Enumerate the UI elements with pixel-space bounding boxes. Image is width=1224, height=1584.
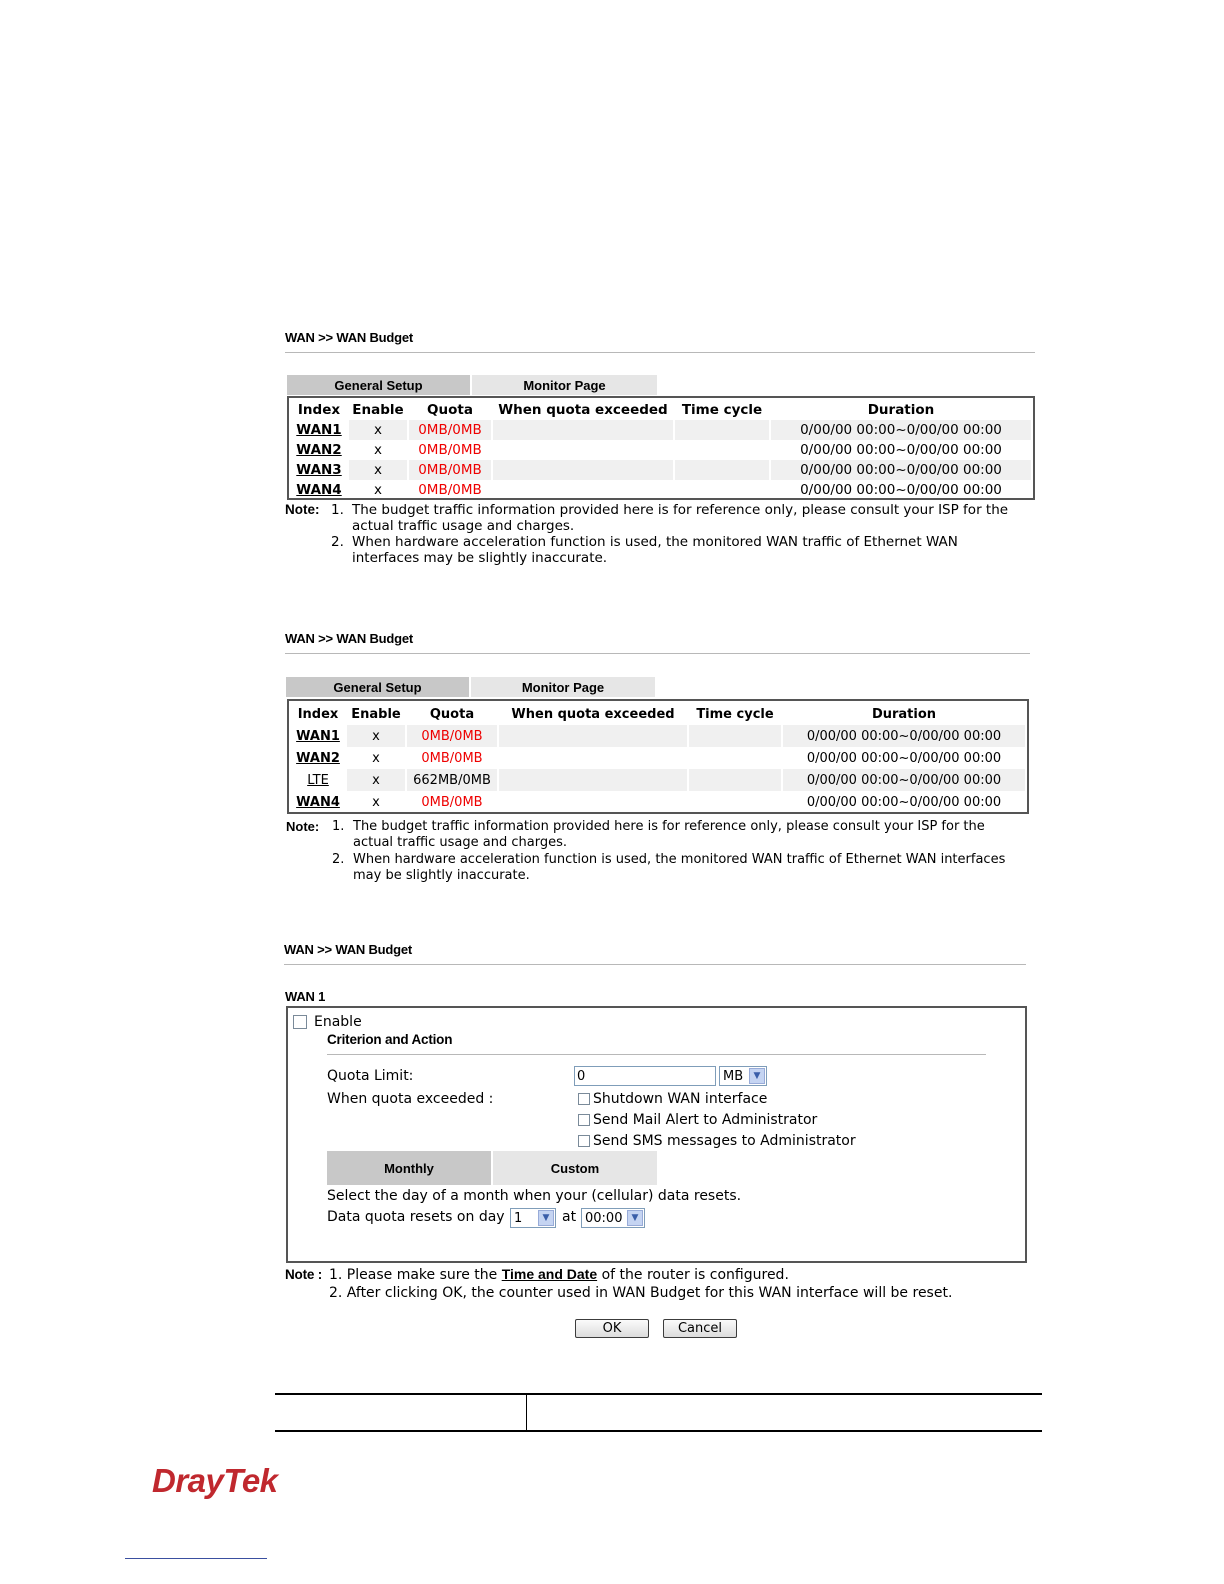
action-cell [493,480,673,500]
breadcrumb: WAN >> WAN Budget [285,631,414,646]
lte-link[interactable]: LTE [307,772,329,788]
footer-link-underline [125,1558,267,1559]
enable-cell: x [349,420,407,440]
col-duration: Duration [871,706,937,722]
divider [284,964,1026,965]
enable-cell: x [374,442,382,458]
action-cell [499,747,687,769]
footer-rule-top [275,1393,1042,1395]
when-exceeded-label: When quota exceeded : [327,1091,494,1107]
cycle-cell [689,791,781,813]
quota-limit-input[interactable]: 0 [574,1066,716,1086]
action-cell [499,725,687,747]
section-title: WAN 1 [285,989,326,1004]
quota-cell: 0MB/0MB [407,725,497,747]
col-index: Index [297,402,341,418]
col-enable: Enable [351,706,401,722]
note-text: interfaces may be slightly inaccurate. [352,550,608,566]
wan-link[interactable]: WAN3 [296,462,342,478]
action-option[interactable] [578,1133,856,1149]
chevron-down-icon: ▼ [749,1068,765,1084]
duration-cell: 0/00/00 00:00~0/00/00 00:00 [806,750,1002,766]
quota-limit-label: Quota Limit: [327,1068,414,1084]
enable-row [293,1014,362,1030]
quota-cell: 0MB/0MB [418,442,482,458]
note-label: Note: [286,819,320,834]
cancel-button[interactable]: Cancel [663,1319,737,1338]
duration-cell: 0/00/00 00:00~0/00/00 00:00 [771,460,1031,480]
tab-monthly[interactable]: Monthly [327,1151,491,1185]
quota-cell: 662MB/0MB [407,769,497,791]
select-day-text: Select the day of a month when your (cellular) data resets. [327,1188,742,1204]
sms-checkbox[interactable] [578,1135,590,1147]
enable-checkbox[interactable] [293,1015,307,1029]
ok-button[interactable]: OK [575,1319,649,1338]
reset-day-value: 1 [514,1210,523,1226]
note-number: 2. [332,852,345,867]
table-row [291,791,1025,813]
note-text: When hardware acceleration function is used, the monitored WAN traffic of Ethernet WAN interfaces [353,852,1006,867]
action-cell [493,460,673,480]
table-header [291,703,1025,725]
tab-general-setup[interactable]: General Setup [287,375,470,395]
note-block [285,502,1045,566]
quota-cell: 0MB/0MB [421,794,483,810]
note-text: actual traffic usage and charges. [353,835,567,850]
action-option[interactable] [578,1112,817,1128]
enable-cell: x [347,769,405,791]
duration-cell: 0/00/00 00:00~0/00/00 00:00 [806,794,1002,810]
duration-cell: 0/00/00 00:00~0/00/00 00:00 [771,420,1031,440]
action-cell [493,420,673,440]
mail-alert-checkbox[interactable] [578,1114,590,1126]
budget-table [287,396,1035,500]
action-cell [499,791,687,813]
note-text: of the router is configured. [601,1267,789,1283]
divider [285,653,1030,654]
breadcrumb: WAN >> WAN Budget [284,942,413,957]
cycle-cell [675,460,769,480]
action-label: Send Mail Alert to Administrator [593,1112,818,1128]
enable-label: Enable [314,1014,362,1030]
enable-cell: x [374,482,382,498]
wan-budget-form [286,1006,1027,1263]
quota-cell: 0MB/0MB [409,420,491,440]
form-notes [285,1265,953,1301]
note-text: actual traffic usage and charges. [352,518,575,534]
quota-cell: 0MB/0MB [418,482,482,498]
cycle-cell [675,480,769,500]
cycle-cell [675,420,769,440]
note-text: When hardware acceleration function is used, the monitored WAN traffic of Ethernet WAN [352,534,958,550]
col-quota: Quota [427,402,473,418]
note-text: The budget traffic information provided here is for reference only, please consult your ISP for the [352,502,1009,518]
col-duration: Duration [867,402,935,418]
criterion-title: Criterion and Action [327,1032,453,1047]
enable-cell: x [372,750,380,766]
breadcrumb: WAN >> WAN Budget [285,330,414,345]
table-row [291,460,1031,480]
cycle-cell [675,440,769,460]
divider [285,352,1035,353]
table-row [291,480,1031,500]
col-time-cycle: Time cycle [696,706,774,722]
wan-link[interactable]: WAN1 [296,422,342,438]
duration-cell: 0/00/00 00:00~0/00/00 00:00 [800,442,1002,458]
footer-divider [526,1395,527,1431]
divider [327,1054,986,1055]
table-row [291,769,1025,791]
chevron-down-icon: ▼ [538,1210,554,1226]
tab-monitor-page[interactable]: Monitor Page [471,677,655,697]
note-text: may be slightly inaccurate. [353,868,530,883]
cycle-cell [689,747,781,769]
resets-label: Data quota resets on day [327,1209,505,1225]
action-label: Send SMS messages to Administrator [593,1133,856,1149]
chevron-down-icon: ▼ [627,1210,643,1226]
action-option[interactable] [578,1091,767,1107]
quota-cell: 0MB/0MB [409,460,491,480]
note-line [329,1265,789,1285]
reset-time-select[interactable] [581,1208,645,1228]
wan-link[interactable]: WAN1 [296,728,340,744]
col-quota: Quota [429,706,475,722]
note-label: Note: [285,502,320,517]
table-row [291,440,1031,460]
col-when-exceeded: When quota exceeded [511,706,675,722]
note-text: The budget traffic information provided here is for reference only, please consult your ISP for the [353,819,985,834]
quota-unit-select[interactable] [719,1066,767,1086]
quota-unit-value: MB [723,1068,744,1084]
duration-cell: 0/00/00 00:00~0/00/00 00:00 [783,725,1025,747]
col-when-exceeded: When quota exceeded [498,402,668,418]
shutdown-checkbox[interactable] [578,1093,590,1105]
time-and-date-link[interactable]: Time and Date [501,1266,598,1282]
action-cell [499,769,687,791]
tab-general-setup[interactable]: General Setup [286,677,469,697]
wan-link[interactable]: WAN2 [296,442,342,458]
note-block [286,818,1046,886]
note-text: 1. Please make sure the [329,1267,498,1283]
duration-cell: 0/00/00 00:00~0/00/00 00:00 [783,769,1025,791]
col-enable: Enable [352,402,404,418]
quota-cell: 0MB/0MB [421,750,483,766]
wan-link[interactable]: WAN4 [296,482,342,498]
wan-link[interactable]: WAN2 [296,750,340,766]
duration-cell: 0/00/00 00:00~0/00/00 00:00 [800,482,1002,498]
table-header [291,400,1031,420]
action-cell [493,440,673,460]
enable-cell: x [349,460,407,480]
draytek-logo: DrayTek [152,1462,278,1499]
table-row [291,747,1025,769]
action-label: Shutdown WAN interface [593,1091,768,1107]
col-index: Index [297,706,339,722]
note-text: 2. After clicking OK, the counter used in WAN Budget for this WAN interface will be reset. [329,1285,953,1301]
budget-table [287,699,1029,814]
table-row [291,420,1031,440]
cycle-cell [689,769,781,791]
reset-time-value: 00:00 [585,1210,623,1226]
at-label: at [562,1209,577,1225]
enable-cell: x [372,794,380,810]
wan-link[interactable]: WAN4 [296,794,340,810]
table-row [291,725,1025,747]
cycle-cell [689,725,781,747]
note-number: 1. [332,819,345,834]
tab-monitor-page[interactable]: Monitor Page [472,375,657,395]
col-time-cycle: Time cycle [681,402,763,418]
enable-cell: x [347,725,405,747]
note-label: Note : [285,1267,323,1282]
footer-rule-bottom [275,1430,1042,1432]
note-number: 2. [331,534,344,550]
note-number: 1. [331,502,344,518]
tab-custom[interactable]: Custom [493,1151,657,1185]
reset-day-select[interactable] [510,1208,556,1228]
